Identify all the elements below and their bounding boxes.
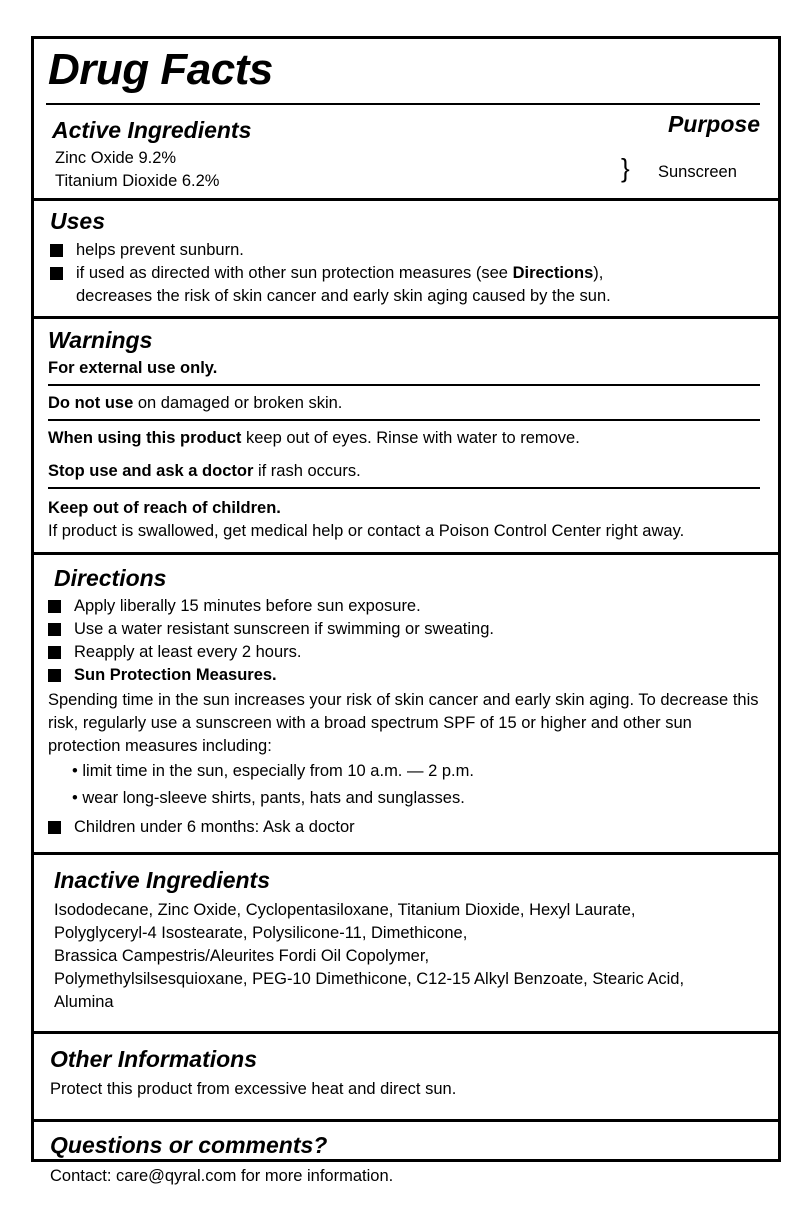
warning-keep-out: Keep out of reach of children. If product is swallowed, get medical help or contact a Poison Control Center right away.: [48, 499, 685, 540]
purpose-heading: Purpose: [667, 111, 760, 137]
bullet-square-icon: [48, 623, 61, 636]
title-rule: [46, 103, 760, 105]
inactive-line: Alumina: [54, 993, 114, 1011]
directions-paragraph: Spending time in the sun increases your risk of skin cancer and early skin aging. To decrease this risk, regularly use a sunscreen with a broad spectrum SPF of 15 or higher and other sun protection measures including:: [48, 691, 759, 755]
bullet-square-icon: [48, 646, 61, 659]
bullet-square-icon: [48, 600, 61, 613]
bullet-square-icon: [48, 669, 61, 682]
active-item: Zinc Oxide 9.2%: [55, 149, 177, 167]
list-item: if used as directed with other sun protection measures (see Directions), decreases the risk of skin cancer and early skin aging caused by the sun.: [50, 262, 764, 308]
list-item: Use a water resistant sunscreen if swimming or sweating.: [48, 618, 764, 641]
inactive-line: Isododecane, Zinc Oxide, Cyclopentasiloxane, Titanium Dioxide, Hexyl Laurate,: [54, 901, 636, 919]
uses-section: [34, 206, 778, 319]
warning-stop-use: Stop use and ask a doctor if rash occurs.: [48, 462, 361, 480]
active-ingredients-section: [34, 39, 778, 201]
other-text: Protect this product from excessive heat and direct sun.: [50, 1080, 457, 1098]
divider: [48, 384, 760, 386]
list-item: Reapply at least every 2 hours.: [48, 641, 764, 664]
inactive-heading: Inactive Ingredients: [54, 867, 271, 893]
list-item: Children under 6 months: Ask a doctor: [48, 816, 764, 839]
page-title: Drug Facts: [48, 45, 273, 94]
sub-list-item: • limit time in the sun, especially from 10 a.m. — 2 p.m.: [72, 762, 474, 780]
directions-heading: Directions: [54, 565, 167, 591]
warning-when-using: When using this product keep out of eyes. Rinse with water to remove.: [48, 429, 580, 447]
brace-icon: }: [621, 153, 630, 183]
other-heading: Other Informations: [50, 1046, 258, 1072]
divider: [48, 419, 760, 421]
list-item: Sun Protection Measures.: [48, 664, 764, 687]
sub-list-item: • wear long-sleeve shirts, pants, hats and sunglasses.: [72, 789, 465, 807]
active-item: Titanium Dioxide 6.2%: [55, 172, 220, 190]
questions-section: [34, 1130, 778, 1209]
divider: [48, 487, 760, 489]
directions-section: [34, 563, 778, 855]
inactive-line: Polymethylsilsesquioxane, PEG-10 Dimethicone, C12-15 Alkyl Benzoate, Stearic Acid,: [54, 970, 685, 988]
uses-heading: Uses: [50, 208, 105, 234]
list-item: Apply liberally 15 minutes before sun exposure.: [48, 595, 764, 618]
drug-facts-label: [31, 36, 781, 1185]
warnings-section: [34, 325, 778, 555]
bullet-square-icon: [50, 267, 63, 280]
questions-text: Contact: care@qyral.com for more information.: [50, 1167, 394, 1185]
other-information-section: [34, 1044, 778, 1122]
list-item: helps prevent sunburn.: [50, 239, 764, 262]
warning-external: For external use only.: [48, 359, 218, 377]
purpose-text: Sunscreen: [658, 163, 737, 181]
warnings-heading: Warnings: [48, 327, 153, 353]
questions-heading: Questions or comments?: [50, 1132, 328, 1158]
inactive-line: Brassica Campestris/Aleurites Fordi Oil Copolymer,: [54, 947, 430, 965]
inactive-line: Polyglyceryl-4 Isostearate, Polysilicone-11, Dimethicone,: [54, 924, 468, 942]
bullet-square-icon: [50, 244, 63, 257]
bullet-square-icon: [48, 821, 61, 834]
active-heading: Active Ingredients: [52, 117, 252, 143]
inactive-ingredients-section: [34, 865, 778, 1034]
warning-do-not-use: Do not use on damaged or broken skin.: [48, 394, 343, 412]
